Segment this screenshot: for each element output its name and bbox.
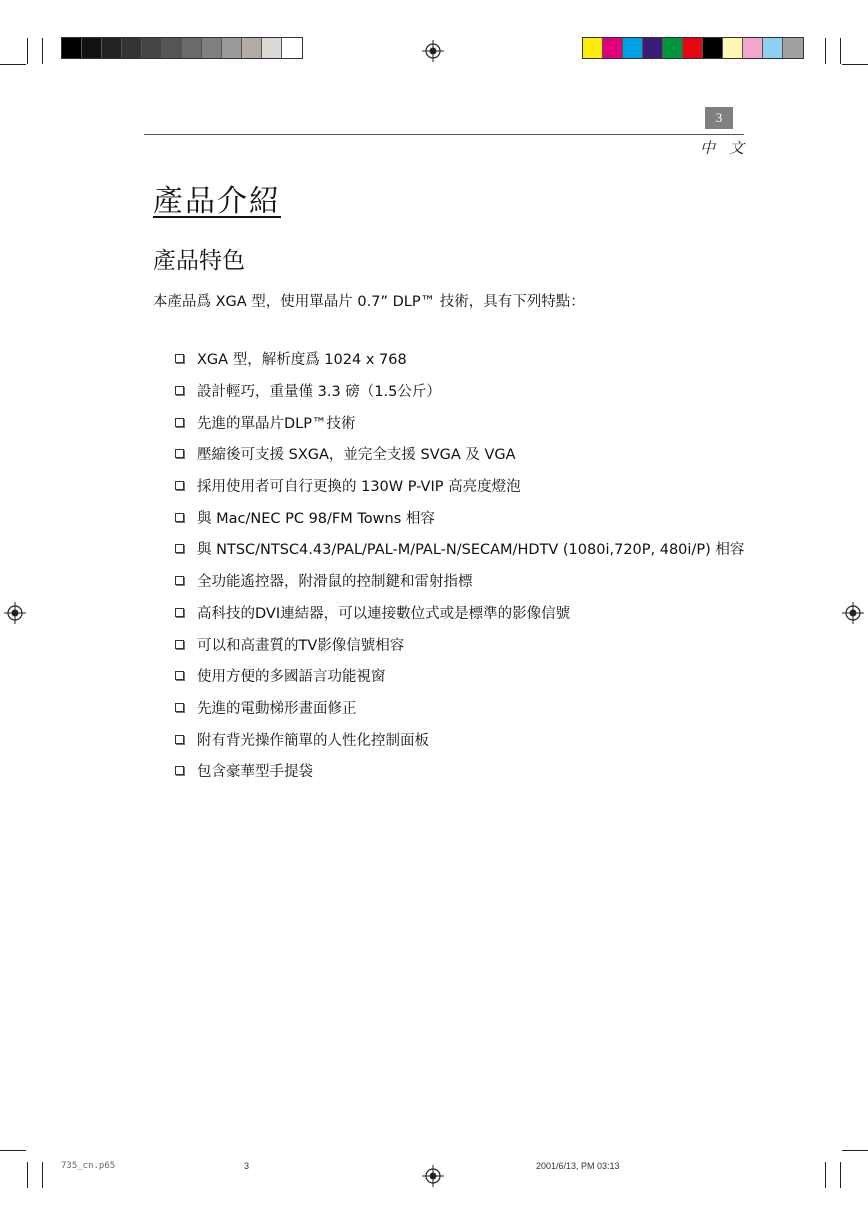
list-item — [175, 692, 744, 724]
checkbox-bullet-icon — [175, 481, 184, 490]
crop-mark — [42, 1162, 43, 1188]
crop-mark — [0, 1150, 26, 1151]
section-heading: 產品特色 — [153, 248, 245, 274]
checkbox-bullet-icon — [175, 576, 184, 585]
feature-text: XGA 型，解析度爲 1024 x 768 — [197, 352, 407, 369]
page-number-badge: 3 — [705, 107, 733, 129]
footer-filename: 735_cn.p65 — [61, 1161, 116, 1171]
crop-mark — [840, 1162, 841, 1188]
intro-paragraph: 本產品爲 XGA 型，使用單晶片 0.7” DLP™ 技術，具有下列特點： — [153, 294, 585, 310]
header-rule — [144, 134, 744, 135]
color-swatch — [62, 38, 82, 58]
feature-text: 先進的單晶片DLP™技術 — [197, 415, 356, 432]
registration-mark-icon — [422, 1165, 444, 1187]
color-swatch — [202, 38, 222, 58]
list-item — [175, 628, 744, 660]
list-item — [175, 375, 744, 407]
crop-mark — [842, 1150, 868, 1151]
list-item — [175, 438, 744, 470]
color-swatch — [82, 38, 102, 58]
feature-text: 包含豪華型手提袋 — [197, 764, 313, 781]
feature-text: 設計輕巧，重量僅 3.3 磅（1.5公斤） — [197, 384, 441, 401]
list-item — [175, 501, 744, 533]
checkbox-bullet-icon — [175, 703, 184, 712]
crop-mark — [0, 64, 26, 65]
feature-text: 全功能遙控器，附滑鼠的控制鍵和雷射指標 — [197, 574, 473, 591]
list-item — [175, 343, 744, 375]
color-swatch — [142, 38, 162, 58]
footer-page: 3 — [244, 1161, 250, 1171]
color-swatch — [743, 38, 763, 58]
color-swatch — [723, 38, 743, 58]
feature-text: 先進的電動梯形畫面修正 — [197, 700, 357, 717]
color-swatch — [643, 38, 663, 58]
color-swatch — [182, 38, 202, 58]
list-item — [175, 755, 744, 787]
feature-text: 與 NTSC/NTSC4.43/PAL/PAL-M/PAL-N/SECAM/HDTV (1080i,720P, 480i/P) 相容 — [197, 542, 745, 559]
crop-mark — [840, 38, 841, 64]
language-label: 中文 — [700, 139, 759, 157]
feature-text: 高科技的DVI連結器，可以連接數位式或是標準的影像信號 — [197, 605, 571, 622]
checkbox-bullet-icon — [175, 640, 184, 649]
registration-mark-icon — [4, 602, 26, 624]
crop-mark — [825, 1162, 826, 1188]
process-color-bar — [582, 37, 804, 59]
page-title: 產品介紹 — [153, 184, 281, 219]
checkbox-bullet-icon — [175, 354, 184, 363]
color-swatch — [162, 38, 182, 58]
color-swatch — [102, 38, 122, 58]
checkbox-bullet-icon — [175, 544, 184, 553]
registration-mark-icon — [842, 602, 864, 624]
list-item — [175, 406, 744, 438]
checkbox-bullet-icon — [175, 386, 184, 395]
checkbox-bullet-icon — [175, 513, 184, 522]
checkbox-bullet-icon — [175, 608, 184, 617]
feature-text: 採用使用者可自行更換的 130W P-VIP 高亮度燈泡 — [197, 479, 521, 496]
list-item — [175, 565, 744, 597]
color-swatch — [783, 38, 803, 58]
color-swatch — [683, 38, 703, 58]
crop-mark — [42, 38, 43, 64]
feature-text: 與 Mac/NEC PC 98/FM Towns 相容 — [197, 510, 435, 527]
checkbox-bullet-icon — [175, 671, 184, 680]
color-swatch — [623, 38, 643, 58]
crop-mark — [842, 64, 868, 65]
list-item — [175, 660, 744, 692]
grayscale-color-bar — [61, 37, 303, 59]
list-item — [175, 470, 744, 502]
crop-mark — [825, 38, 826, 64]
registration-mark-icon — [422, 40, 444, 62]
checkbox-bullet-icon — [175, 766, 184, 775]
color-swatch — [242, 38, 262, 58]
list-item — [175, 533, 744, 565]
color-swatch — [222, 38, 242, 58]
checkbox-bullet-icon — [175, 449, 184, 458]
feature-text: 可以和高畫質的TV影像信號相容 — [197, 637, 405, 654]
crop-mark — [27, 1162, 28, 1188]
feature-text: 附有背光操作簡單的人性化控制面板 — [197, 732, 429, 749]
color-swatch — [703, 38, 723, 58]
list-item — [175, 723, 744, 755]
feature-text: 使用方便的多國語言功能視窗 — [197, 669, 386, 686]
list-item — [175, 597, 744, 629]
footer-timestamp: 2001/6/13, PM 03:13 — [536, 1161, 620, 1171]
color-swatch — [262, 38, 282, 58]
checkbox-bullet-icon — [175, 418, 184, 427]
color-swatch — [763, 38, 783, 58]
color-swatch — [663, 38, 683, 58]
color-swatch — [122, 38, 142, 58]
checkbox-bullet-icon — [175, 735, 184, 744]
color-swatch — [282, 38, 302, 58]
feature-list — [175, 343, 744, 787]
crop-mark — [27, 38, 28, 64]
feature-text: 壓縮後可支援 SXGA，並完全支援 SVGA 及 VGA — [197, 447, 516, 464]
color-swatch — [603, 38, 623, 58]
color-swatch — [583, 38, 603, 58]
